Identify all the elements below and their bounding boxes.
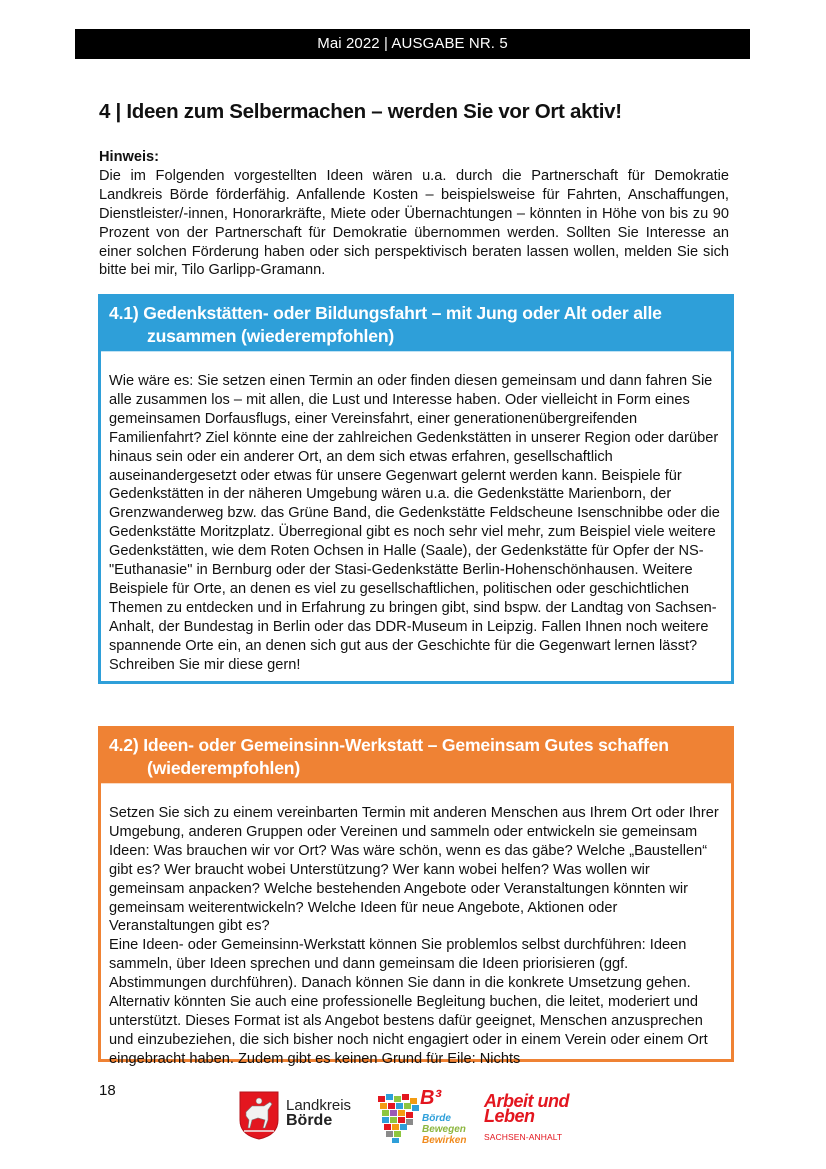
idea-box-4-1	[98, 294, 734, 684]
idea-box-heading	[101, 297, 731, 352]
idea-box-4-2	[98, 726, 734, 1067]
body-paragraph-2: Eine Ideen- oder Gemeinsinn-Werkstatt können Sie problemlos selbst durchführen: Ideen sammeln, über Ideen sprechen und dann gemeinsam die Ideen priorisieren (ggf. Abstimmungen durchführen). Danach können Sie dann in die konkrete Umsetzung gehen. Alternativ könnten Sie auch eine professionelle Begleitung buchen, die leitet, moderiert und unterstützt. Dieses Format ist als Angebot bestens dafür geeignet, Menschen anzusprechen und einzubeziehen, die sich bisher noch nicht engagiert oder in einem Verein oder einem Ort eingebracht haben. Zudem gibt es keinen Grund für Eile: Nichts	[109, 937, 708, 1067]
idea-box-body	[101, 352, 731, 675]
landkreis-boerde-logo	[238, 1090, 352, 1150]
idea-box-body	[101, 784, 731, 1069]
hint-label: Hinweis:	[99, 149, 160, 165]
idea-box-heading	[101, 729, 731, 784]
b3-word-1: Börde	[422, 1113, 451, 1124]
landkreis-line1: Landkreis	[286, 1097, 352, 1114]
b3-mark: B³	[420, 1087, 442, 1109]
heading-line-1: 4.1) Gedenkstätten- oder Bildungsfahrt – mit Jung oder Alt oder alle	[109, 303, 662, 323]
arbeit-und-leben-logo	[484, 1091, 584, 1146]
aul-title-line2: Leben	[484, 1106, 535, 1126]
landkreis-line2: Börde	[286, 1112, 333, 1129]
aul-subtitle: SACHSEN-ANHALT	[484, 1132, 563, 1142]
aul-title-line1: Arbeit und	[484, 1091, 569, 1111]
b3-logo	[376, 1087, 467, 1150]
section-title: 4 | Ideen zum Selbermachen – werden Sie vor Ort aktiv!	[99, 100, 622, 123]
hint-block	[99, 148, 729, 280]
body-paragraph-1: Setzen Sie sich zu einem vereinbarten Termin mit anderen Menschen aus Ihrem Ort oder Ihrer Umgebung, anderen Gruppen oder Vereinen und sammeln oder entwickeln sie gemeinsam Ideen: Was brauchen wir vor Ort? Was wäre schön, wenn es das gäbe? Welche „Baustellen“ gibt es? Wer braucht wobei Unterstützung? Wer kann wobei helfen? Was wollen wir gemeinsam anpacken? Welche bestehenden Angebote oder Veranstaltungen könnten wir gemeinsam weiterentwickeln? Welche Ideen für neue Angebote, Aktionen oder Veranstaltungen gibt es?	[109, 805, 719, 935]
b3-mosaic-icon	[376, 1090, 424, 1144]
page-number: 18	[99, 1082, 116, 1099]
landkreis-text	[286, 1098, 351, 1128]
b3-word-2: Bewegen	[422, 1124, 466, 1135]
aul-title	[484, 1091, 569, 1126]
issue-label: Mai 2022 | AUSGABE NR. 5	[317, 35, 508, 52]
b3-word-3: Bewirken	[422, 1135, 467, 1146]
heading-line-2: zusammen (wiederempfohlen)	[147, 326, 395, 346]
body-paragraph: Wie wäre es: Sie setzen einen Termin an oder finden diesen gemeinsam und dann fahren Sie alle zusammen los – mit allen, die Lust und Interesse haben. Oder vielleicht in Form eines gemeinsamen Dorfausflugs, einer Vereinsfahrt, einer generationenübergreifenden Familienfahrt? Ziel könnte eine der zahlreichen Gedenkstätten in unserer Region oder darüber hinaus sein oder ein anderer Ort, an dem sich etwas erfahren, gesellschaftlich auseinandergesetzt oder etwas für unsere Gegenwart gelernt werden kann. Beispiele für Gedenkstätten in der näheren Umgebung wären u.a. die Gedenkstätte Marienborn, der Grenzwanderweg bzw. das Grüne Band, die Gedenkstätte Feldscheune Isenschnibbe oder die Gedenkstätte Moritzplatz. Überregional gibt es noch sehr viel mehr, zum Beispiel viele weitere Gedenkstätten, wie dem Roten Ochsen in Halle (Saale), der Gedenkstätte für Opfer der NS-"Euthanasie" in Bernburg oder der Stasi-Gedenkstätte Berlin-Hohenschönhausen. Weitere Beispiele für Orte, an denen es viel zu gesellschaftlichen, politischen oder geschichtlichen Themen zu entdecken und in Erfahrung zu bringen gibt, sind bspw. der Landtag von Sachsen-Anhalt, der Bundestag in Berlin oder das DDR-Museum in Leipzig. Fallen Ihnen noch weitere spannende Orte ein, an denen sich gut aus der Geschichte für die Gegenwart lernen lässt? Schreiben Sie mir diese gern!	[109, 373, 720, 673]
heading-line-2: (wiederempfohlen)	[147, 758, 301, 778]
hint-text: Die im Folgenden vorgestellten Ideen wären u.a. durch die Partnerschaft für Demokratie Landkreis Börde förderfähig. Anfallende Kosten – beispielsweise für Fahrten, Anschaffungen, Dienstleister/-innen, Honorarkräfte, Miete oder Übernachtungen – könnten in Höhe von bis zu 90 Prozent von der Partnerschaft für Demokratie übernommen werden. Sollten Sie Interesse an einer solchen Förderung haben oder sich perspektivisch beraten lassen wollen, melden Sie sich bitte bei mir, Tilo Garlipp-Gramann.	[99, 167, 729, 279]
coat-of-arms-icon	[238, 1090, 280, 1140]
issue-header-bar	[75, 29, 750, 59]
heading-line-1: 4.2) Ideen- oder Gemeinsinn-Werkstatt – Gemeinsam Gutes schaffen	[109, 735, 669, 755]
